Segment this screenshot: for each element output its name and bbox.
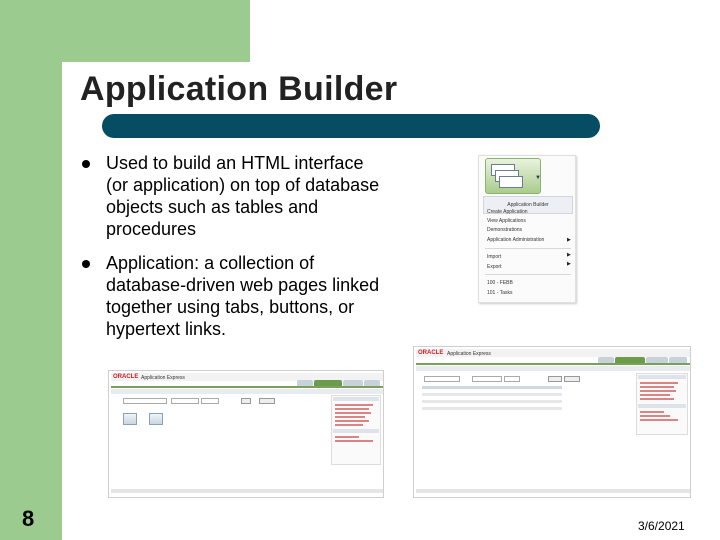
side-link — [640, 419, 678, 421]
side-link — [335, 436, 359, 438]
view-select — [171, 398, 199, 404]
submenu-arrow-icon: ▶ — [567, 252, 571, 258]
menu-item-recent-app-101: 101 - Tasks — [487, 290, 513, 296]
menu-item-application-administration: Application Administration — [487, 237, 545, 243]
side-link — [640, 415, 670, 417]
title-underline-bar — [102, 114, 600, 138]
view-select — [472, 376, 502, 382]
screenshot-footer — [416, 489, 690, 493]
bullet-list — [82, 152, 382, 352]
submenu-arrow-icon: ▶ — [567, 261, 571, 267]
go-button — [241, 398, 251, 404]
bullet-dot-icon — [82, 260, 90, 268]
side-link — [640, 411, 664, 413]
green-side-strip — [0, 0, 62, 540]
slide-title: Application Builder — [80, 70, 398, 108]
side-link — [335, 424, 363, 426]
workspace-screenshot-right — [413, 346, 691, 498]
workspace-screenshot-left — [108, 370, 384, 498]
table-row — [422, 393, 562, 396]
menu-item-view-applications: View Applications — [487, 218, 526, 224]
side-panel-header — [333, 429, 379, 433]
oracle-logo: ORACLE — [113, 374, 139, 380]
side-link — [335, 404, 373, 406]
bullet-text-1: Used to build an HTML interface (or application) on top of database objects such as tables and procedures — [106, 153, 380, 239]
create-button — [564, 376, 580, 382]
side-link — [640, 386, 674, 388]
breadcrumb — [111, 389, 383, 394]
side-link — [640, 394, 670, 396]
application-icon — [149, 413, 163, 425]
application-icon — [123, 413, 137, 425]
slide-number: 8 — [22, 506, 35, 531]
menu-item-recent-app-100: 100 - FEBB — [487, 280, 513, 286]
side-link — [335, 420, 369, 422]
menu-header: Application Builder — [483, 196, 573, 214]
go-button — [548, 376, 562, 382]
table-row — [422, 407, 562, 410]
side-panel-header — [638, 404, 686, 408]
application-builder-menu-screenshot — [478, 155, 576, 303]
display-select — [504, 376, 520, 382]
slide-date: 3/6/2021 — [638, 519, 685, 533]
menu-divider — [485, 248, 571, 249]
side-link — [640, 390, 676, 392]
side-panel-header — [638, 375, 686, 379]
side-link — [640, 382, 678, 384]
display-select — [201, 398, 219, 404]
bullet-item-1 — [82, 152, 382, 240]
oracle-logo: ORACLE — [418, 350, 444, 356]
app-express-brand: Application Express — [141, 375, 185, 381]
side-link — [335, 416, 365, 418]
breadcrumb — [416, 366, 690, 371]
menu-divider — [485, 274, 571, 275]
bullet-text-2: : a collection of database-driven web pages linked together using tabs, buttons, or hypertext links. — [106, 253, 380, 339]
search-field — [424, 376, 460, 382]
side-panel-header — [333, 397, 379, 401]
side-link — [335, 412, 371, 414]
bullet-dot-icon — [82, 160, 90, 168]
side-link — [640, 398, 674, 400]
submenu-arrow-icon: ▶ — [567, 237, 571, 243]
side-link — [335, 408, 369, 410]
app-window-icon — [499, 176, 523, 188]
table-row — [422, 400, 562, 403]
application-builder-button — [485, 158, 541, 194]
create-button — [259, 398, 275, 404]
menu-item-import: Import — [487, 254, 502, 260]
table-header-row — [422, 386, 562, 389]
bullet-term: Application — [106, 253, 195, 273]
chevron-down-icon: ▼ — [535, 175, 541, 181]
bullet-item-2 — [82, 252, 382, 340]
menu-item-create-application: Create Application — [487, 209, 528, 215]
screenshot-footer — [111, 489, 383, 493]
nav-bar-line — [111, 386, 383, 388]
menu-item-export: Export — [487, 264, 502, 270]
side-link — [335, 440, 373, 442]
nav-bar-line — [416, 363, 690, 365]
app-express-brand: Application Express — [447, 351, 491, 357]
search-field — [123, 398, 167, 404]
menu-item-demonstrations: Demonstrations — [487, 227, 523, 233]
